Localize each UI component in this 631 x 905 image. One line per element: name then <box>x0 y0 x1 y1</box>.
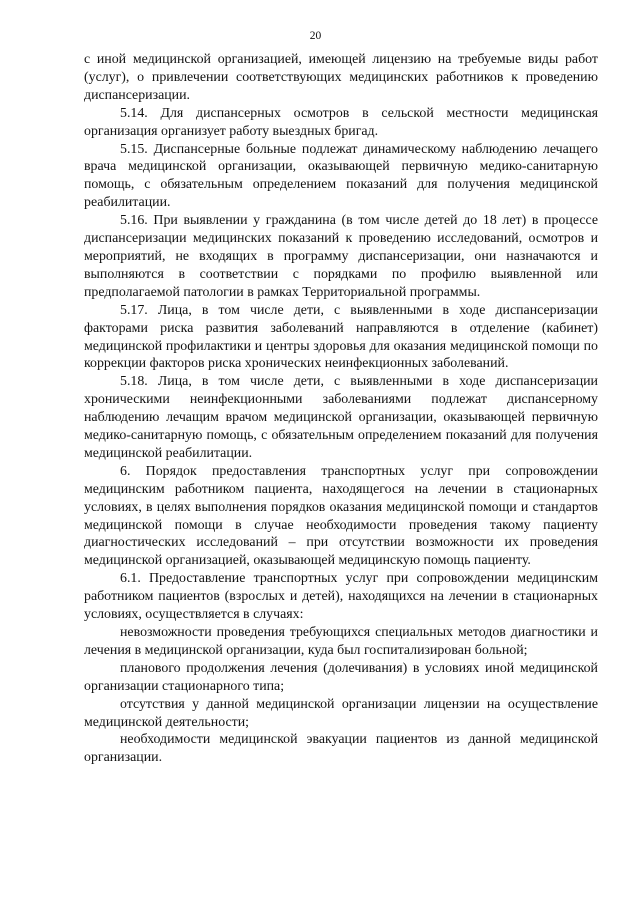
list-item-continued-treatment: планового продолжения лечения (долечивания) в условиях иной медицинской организации стационарного типа; <box>84 660 598 694</box>
paragraph-5-17: 5.17. Лица, в том числе дети, с выявленными в ходе диспансеризации факторами риска развития заболеваний направляются в отделение (кабинет) медицинской профилактики и центры здоровья для оказания медицинской помощи по коррекции факторов риска хронических неинфекционных заболеваний. <box>84 302 598 372</box>
list-item-no-license: отсутствия у данной медицинской организации лицензии на осуществление медицинской деятельности; <box>84 696 598 730</box>
list-item-evacuation: необходимости медицинской эвакуации пациентов из данной медицинской организации. <box>84 732 598 766</box>
paragraph-5-15: 5.15. Диспансерные больные подлежат динамическому наблюдению лечащего врача медицинской организации, оказывающей первичную медико-санитарную помощь, с обязательным определением показаний для получения медицинской реабилитации. <box>84 141 598 211</box>
page-number: 20 <box>309 30 322 42</box>
paragraph-continuation: с иной медицинской организацией, имеющей лицензию на требуемые виды работ (услуг), о привлечении соответствующих медицинских работников к проведению диспансеризации. <box>84 52 598 103</box>
paragraph-6-1: 6.1. Предоставление транспортных услуг при сопровождении медицинским работником пациентов (взрослых и детей), находящихся на лечении в стационарных условиях, осуществляется в случаях: <box>84 571 598 623</box>
list-item-diagnostics: невозможности проведения требующихся специальных методов диагностики и лечения в медицинской организации, куда был госпитализирован больной; <box>84 625 598 658</box>
document-body <box>84 51 598 767</box>
paragraph-5-14: 5.14. Для диспансерных осмотров в сельской местности медицинская организация организует работу выездных бригад. <box>84 105 598 139</box>
paragraph-5-16: 5.16. При выявлении у гражданина (в том числе детей до 18 лет) в процессе диспансеризации медицинских показаний к проведению исследований, осмотров и мероприятий, не входящих в программу диспансеризации, они назначаются и выполняются в соответствии с порядками по профилю выявленной или предполагаемой патологии в рамках Территориальной программы. <box>84 213 598 300</box>
paragraph-5-18: 5.18. Лица, в том числе дети, с выявленными в ходе диспансеризации хроническими неинфекционными заболеваниями подлежат диспансерному наблюдению лечащим врачом медицинской организации, оказывающей первичную медико-санитарную помощь, с обязательным определением показаний для получения медицинской реабилитации. <box>84 374 598 461</box>
paragraph-6: 6. Порядок предоставления транспортных услуг при сопровождении медицинским работником пациента, находящегося на лечении в стационарных условиях, в целях выполнения порядков оказания медицинской помощи и стандартов медицинской помощи в случае необходимости проведения такому пациенту диагностических исследований – при отсутствии возможности их проведения медицинской организацией, оказывающей медицинскую помощь пациенту. <box>84 463 598 569</box>
